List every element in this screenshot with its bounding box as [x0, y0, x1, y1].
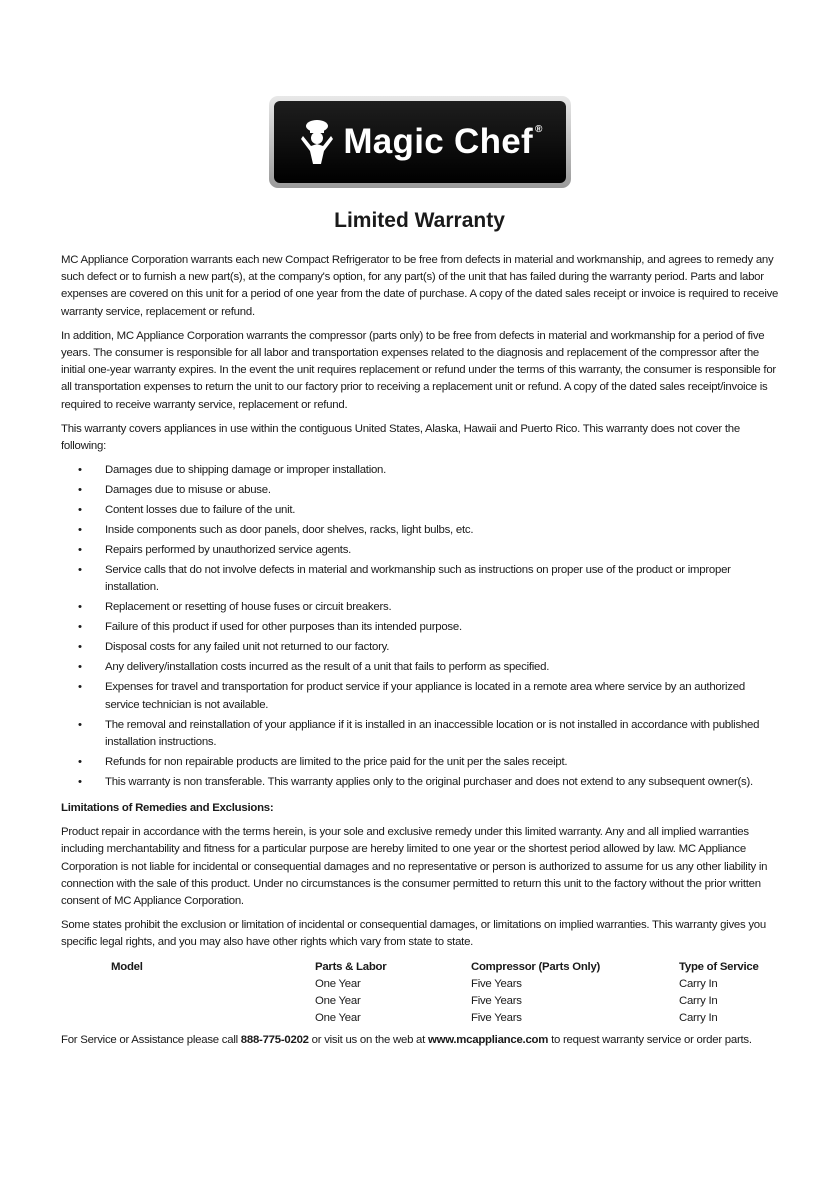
chef-icon: [297, 118, 337, 166]
state-rights-paragraph: Some states prohibit the exclusion or limitation of incidental or consequential damages, or limitations on implied warranties. This warranty gives you specific legal rights, and you may also have other rights which vary from state to state.: [61, 919, 766, 949]
list-item: • Failure of this product if used for other purposes than its intended purpose.: [61, 619, 781, 636]
cell-model: [61, 993, 315, 1010]
limitations-paragraph: Product repair in accordance with the terms herein, is your sole and exclusive remedy under this limited warranty. Any and all implied warranties including merchantability and fitness for a particular purpose are hereby limited to one year or the shortest period allowed by law. MC Appliance Corporation is not liable for incidental or consequential damages and no representative or person is authorized to assume for us any other liability in connection with the sale of this product. Under no circumstances is the consumer permitted to return this unit to the factory without the prior written consent of MC Appliance Corporation.: [61, 826, 768, 908]
cell-service-type: Carry In: [679, 977, 718, 990]
header-model: Model: [111, 960, 143, 973]
footer-prefix: For Service or Assistance please call: [61, 1034, 241, 1047]
exclusions-list: [61, 462, 781, 791]
logo-brand-text: Magic Chef: [343, 122, 534, 161]
cell-compressor: Five Years: [471, 995, 522, 1008]
list-item: • Expenses for travel and transportation for product service if your appliance is located in a remote area where service by an authorized service technician is not available.: [61, 679, 781, 713]
header-compressor: Compressor (Parts Only): [471, 960, 601, 973]
limitations-heading: Limitations of Remedies and Exclusions:: [61, 802, 274, 815]
table-row: [61, 1010, 781, 1027]
list-item: • The removal and reinstallation of your appliance if it is installed in an inaccessible location or is not installed in accordance with published installation instructions.: [61, 717, 781, 751]
warranty-body: [61, 252, 781, 1057]
list-item: • Service calls that do not involve defects in material and workmanship such as instructions on proper use of the product or improper installation.: [61, 562, 781, 596]
cell-parts-labor: One Year: [315, 977, 361, 990]
table-header-row: [61, 959, 781, 976]
cell-model: [61, 1010, 315, 1027]
logo-wordmark: [297, 118, 542, 166]
cell-parts-labor: One Year: [315, 995, 361, 1008]
list-item: • Damages due to misuse or abuse.: [61, 482, 781, 499]
intro-paragraph: MC Appliance Corporation warrants each new Compact Refrigerator to be free from defects in material and workmanship, and agrees to remedy any such defect or to furnish a new part(s), at the company's option, for any part(s) of the unit that has failed during the warranty period. Parts and labor expenses are covered on this unit for a period of one year from the date of purchase. A copy of the dated sales receipt or invoice is required to receive warranty service, replacement or refund.: [61, 254, 779, 318]
table-row: [61, 976, 781, 993]
registered-mark: ®: [535, 124, 543, 135]
table-row: [61, 993, 781, 1010]
list-item: • Repairs performed by unauthorized service agents.: [61, 542, 781, 559]
list-item: • Any delivery/installation costs incurred as the result of a unit that fails to perform as specified.: [61, 659, 781, 676]
service-phone: 888-775-0202: [240, 1034, 309, 1047]
logo-plate: [274, 101, 566, 183]
cell-compressor: Five Years: [471, 977, 522, 990]
list-item: • Damages due to shipping damage or improper installation.: [61, 462, 781, 479]
list-item: • Replacement or resetting of house fuses or circuit breakers.: [61, 599, 781, 616]
cell-parts-labor: One Year: [315, 1012, 361, 1025]
list-item: • Inside components such as door panels, door shelves, racks, light bulbs, etc.: [61, 522, 781, 539]
service-website: www.mcappliance.com: [427, 1034, 549, 1047]
list-item: • Content losses due to failure of the unit.: [61, 502, 781, 519]
list-item: • This warranty is non transferable. This warranty applies only to the original purchaser and does not extend to any subsequent owner(s).: [61, 774, 781, 791]
compressor-paragraph: In addition, MC Appliance Corporation warrants the compressor (parts only) to be free from defects in material and workmanship for a period of five years. The consumer is responsible for all labor and transportation expenses related to the diagnosis and replacement of the compressor after the initial one-year warranty expires. In the event the unit requires replacement or refund under the terms of this warranty, the consumer is responsible for all transportation expenses to return the unit to our factory prior to receiving a replacement unit or refund. A copy of the dated sales receipt/invoice is required to receive warranty service, replacement or refund.: [61, 329, 776, 411]
coverage-paragraph: This warranty covers appliances in use within the contiguous United States, Alaska, Hawaii and Puerto Rico. This warranty does not cover the following:: [61, 422, 740, 453]
footer-suffix: to request warranty service or order parts.: [548, 1034, 752, 1047]
warranty-table: [61, 959, 781, 1028]
list-item: • Disposal costs for any failed unit not returned to our factory.: [61, 639, 781, 656]
header-parts-labor: Parts & Labor: [315, 960, 387, 973]
page-title: Limited Warranty: [334, 209, 505, 232]
cell-compressor: Five Years: [471, 1012, 522, 1025]
cell-model: [61, 976, 315, 993]
header-service-type: Type of Service: [679, 960, 759, 973]
cell-service-type: Carry In: [679, 1012, 718, 1025]
brand-logo: [269, 96, 571, 188]
footer-middle: or visit us on the web at: [308, 1034, 428, 1047]
service-contact-line: [61, 1032, 781, 1049]
cell-service-type: Carry In: [679, 995, 718, 1008]
list-item: • Refunds for non repairable products are limited to the price paid for the unit per the sales receipt.: [61, 754, 781, 771]
